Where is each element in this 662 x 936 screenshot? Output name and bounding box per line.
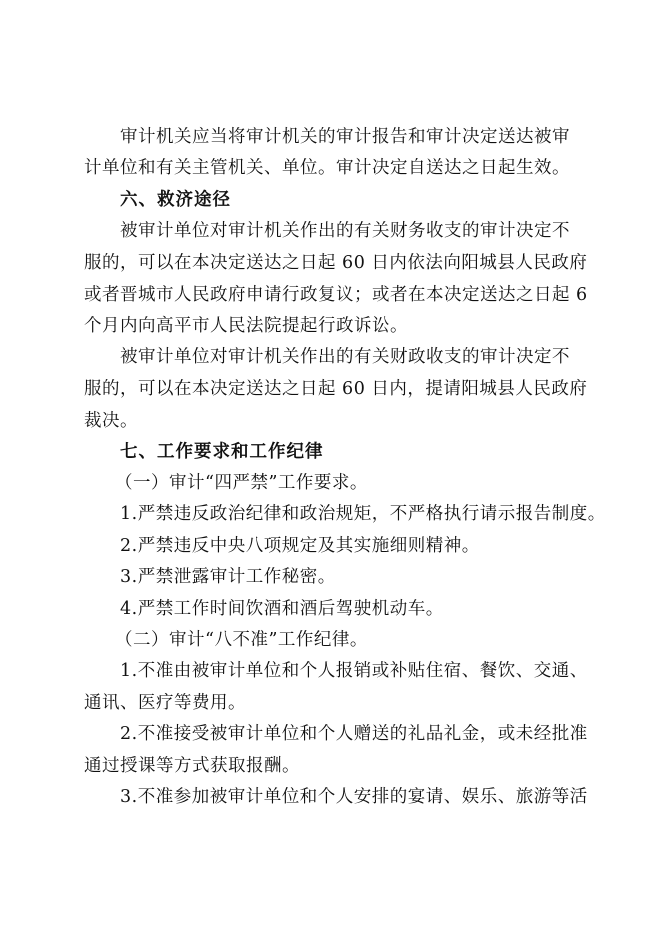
- subsection-eight-rules: （二）审计“八不准”工作纪律。: [115, 630, 368, 650]
- list-item-prohibition-3: 3.严禁泄露审计工作秘密。: [120, 567, 336, 587]
- paragraph-line-1: 审计机关应当将审计机关的审计报告和审计决定送达被审: [120, 127, 570, 147]
- paragraph-line-8: 服的，可以在本决定送达之日起 60 日内，提请阳城县人民政府: [84, 379, 588, 399]
- section-heading-requirements: 七、工作要求和工作纪律: [120, 442, 324, 462]
- list-item-rule-2-cont: 通过授课等方式获取报酬。: [84, 756, 300, 776]
- paragraph-line-2: 计单位和有关主管机关、单位。审计决定自送达之日起生效。: [84, 158, 570, 178]
- paragraph-line-4: 服的，可以在本决定送达之日起 60 日内依法向阳城县人民政府: [84, 253, 588, 273]
- section-heading-remedy: 六、救济途径: [120, 190, 231, 210]
- list-item-prohibition-1: 1.严禁违反政治纪律和政治规矩，不严格执行请示报告制度。: [120, 504, 606, 524]
- paragraph-line-6: 个月内向高平市人民法院提起行政诉讼。: [84, 316, 408, 336]
- list-item-prohibition-2: 2.严禁违反中央八项规定及其实施细则精神。: [120, 536, 480, 556]
- list-item-rule-2: 2.不准接受被审计单位和个人赠送的礼品礼金，或未经批准: [120, 724, 588, 744]
- paragraph-line-5: 或者晋城市人民政府申请行政复议；或者在本决定送达之日起 6: [84, 285, 588, 305]
- subsection-four-prohibitions: （一）审计“四严禁”工作要求。: [115, 473, 368, 493]
- paragraph-line-7: 被审计单位对审计机关作出的有关财政收支的审计决定不: [120, 347, 570, 367]
- list-item-prohibition-4: 4.严禁工作时间饮酒和酒后驾驶机动车。: [120, 599, 444, 619]
- list-item-rule-1-cont: 通讯、医疗等费用。: [84, 693, 246, 713]
- list-item-rule-1: 1.不准由被审计单位和个人报销或补贴住宿、餐饮、交通、: [120, 661, 588, 681]
- paragraph-line-9: 裁决。: [84, 411, 138, 431]
- paragraph-line-3: 被审计单位对审计机关作出的有关财务收支的审计决定不: [120, 221, 570, 241]
- list-item-rule-3: 3.不准参加被审计单位和个人安排的宴请、娱乐、旅游等活: [120, 787, 588, 807]
